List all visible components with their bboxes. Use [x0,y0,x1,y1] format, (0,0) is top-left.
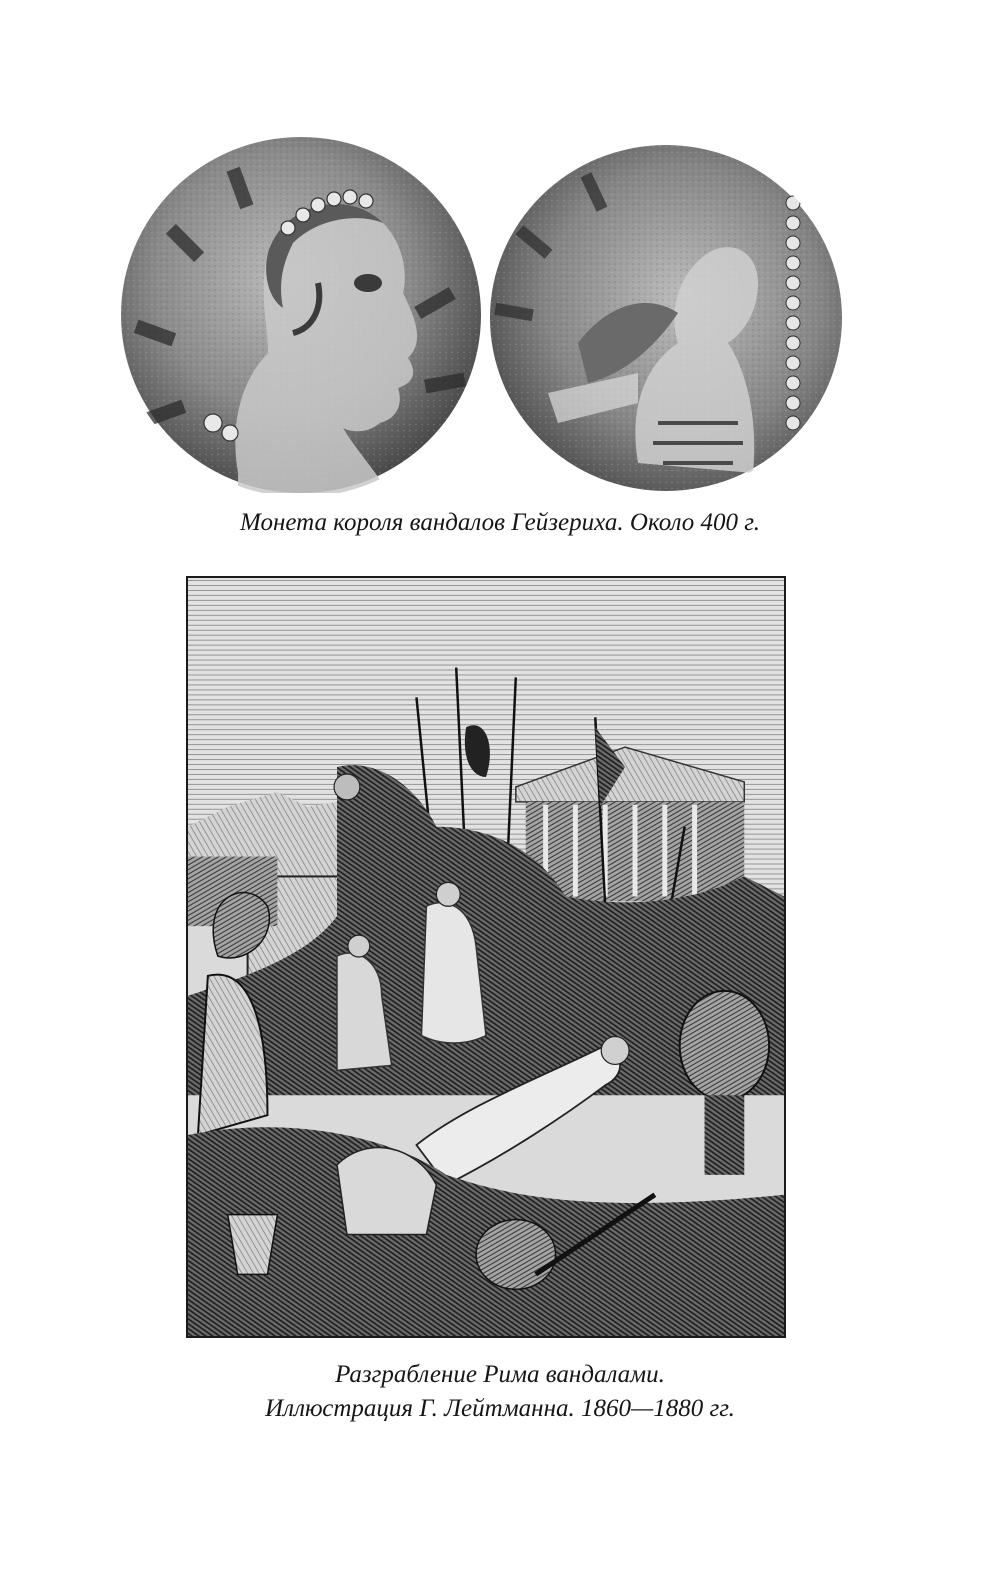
coin-reverse-image [488,143,844,493]
illustration-caption [0,1358,1000,1426]
coin-caption: Монета короля вандалов Гейзериха. Около 400 г. [240,509,760,536]
illustration-caption-line2: Иллюстрация Г. Лейтманна. 1860—1880 гг. [265,1395,735,1422]
illustration-caption-line1: Разграбление Рима вандалами. [335,1361,665,1388]
sack-of-rome-illustration [186,576,786,1338]
coin-obverse-image [118,133,484,497]
